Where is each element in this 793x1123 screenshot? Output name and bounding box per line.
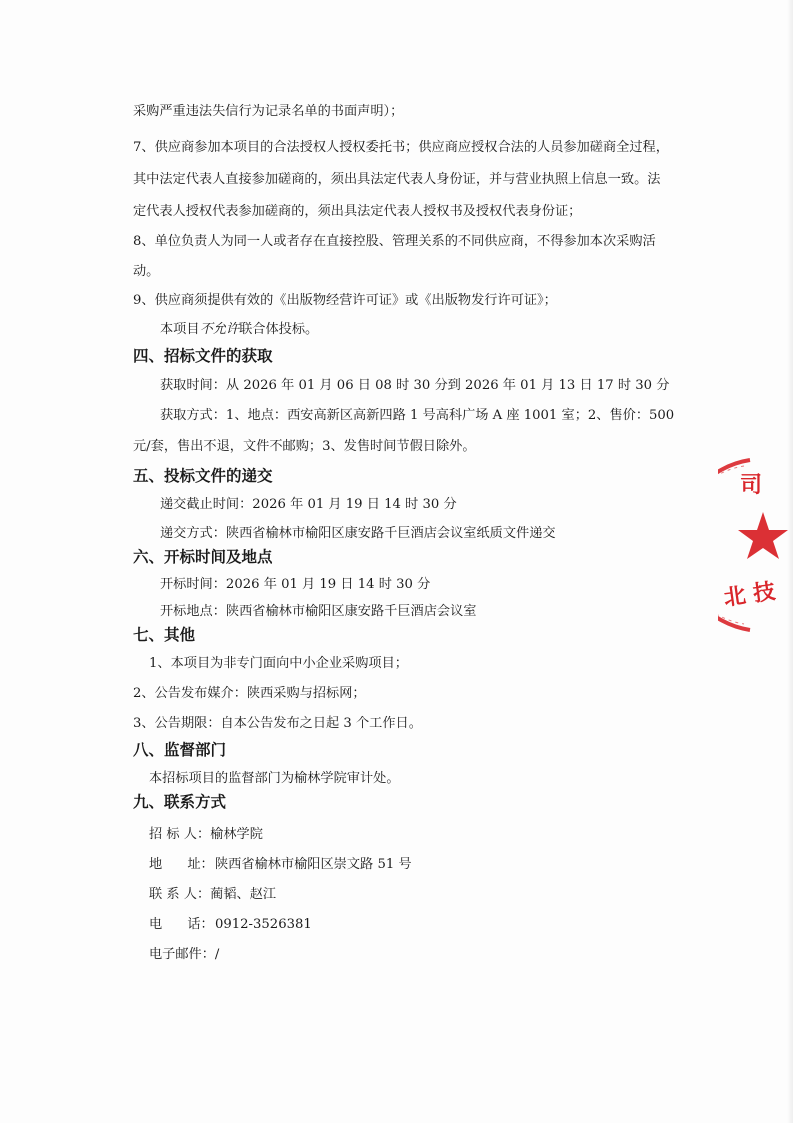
text-line: 9、供应商须提供有效的《出版物经营许可证》或《出版物发行许可证》； <box>133 293 557 308</box>
text-line: 招 标 人：榆林学院 <box>149 827 263 842</box>
field-value: 陕西省榆林市榆阳区崇文路 51 号 <box>215 857 412 872</box>
text-line: 元/套，售出不退，文件不邮购；3、发售时间节假日除外。 <box>133 439 476 454</box>
section-heading: 五、投标文件的递交 <box>133 467 273 485</box>
text-line: 动。 <box>133 264 160 279</box>
text-line: 8、单位负责人为同一人或者存在直接控股、管理关系的不同供应商，不得参加本次采购活 <box>133 234 656 249</box>
section-heading: 八、监督部门 <box>133 741 227 759</box>
field-label: 电 话： <box>149 917 214 932</box>
text-line: 2、公告发布媒介：陕西采购与招标网； <box>133 686 366 701</box>
text-line: 递交截止时间：2026 年 01 月 19 日 14 时 30 分 <box>160 497 457 512</box>
section-heading: 九、联系方式 <box>133 793 227 811</box>
text-line: 递交方式：陕西省榆林市榆阳区康安路千巨酒店会议室纸质文件递交 <box>160 526 556 541</box>
text-line: 7、供应商参加本项目的合法授权人授权委托书；供应商应授权合法的人员参加磋商全过程， <box>133 140 669 155</box>
text-line: 1、本项目为非专门面向中小企业采购项目； <box>149 656 408 671</box>
text-line: 联 系 人：蔺韬、赵江 <box>149 887 277 902</box>
text-line: 开标时间：2026 年 01 月 19 日 14 时 30 分 <box>160 577 431 592</box>
text-span: 本项目 <box>160 322 200 337</box>
text-line: 开标地点：陕西省榆林市榆阳区康安路千巨酒店会议室 <box>160 604 477 619</box>
text-line <box>160 322 318 338</box>
text-line <box>149 917 312 933</box>
emphasis-text: 不允许 <box>199 322 240 337</box>
section-heading: 四、招标文件的获取 <box>133 347 273 365</box>
page-edge-shadow <box>787 0 793 1123</box>
text-line: 电子邮件：/ <box>149 947 220 962</box>
text-line: 其中法定代表人直接参加磋商的，须出具法定代表人身份证，并与营业执照上信息一致。法 <box>133 172 661 187</box>
seal-graphic <box>718 452 793 642</box>
text-line: 采购严重违法失信行为记录名单的书面声明）； <box>133 104 404 119</box>
company-seal <box>718 452 793 642</box>
text-line: 本招标项目的监督部门为榆林学院审计处。 <box>149 771 400 786</box>
section-heading: 六、开标时间及地点 <box>133 548 273 566</box>
text-line <box>149 857 412 873</box>
text-line: 获取方式：1、地点：西安高新区高新四路 1 号高科广场 A 座 1001 室；2、售价：500 <box>160 408 675 423</box>
seal-top-text: 司 <box>740 473 763 498</box>
section-heading: 七、其他 <box>133 626 196 644</box>
seal-bottom-text: 北 技 <box>722 579 777 612</box>
text-span: 联合体投标。 <box>239 322 319 337</box>
text-line: 定代表人授权代表参加磋商的，须出具法定代表人授权书及授权代表身份证； <box>133 204 582 219</box>
field-label: 地 址： <box>149 857 214 872</box>
text-line: 获取时间：从 2026 年 01 月 06 日 08 时 30 分到 2026 年 01 月 13 日 17 时 30 分 <box>160 378 670 393</box>
text-line: 3、公告期限：自本公告发布之日起 3 个工作日。 <box>133 716 422 731</box>
field-value: 0912-3526381 <box>215 917 312 932</box>
